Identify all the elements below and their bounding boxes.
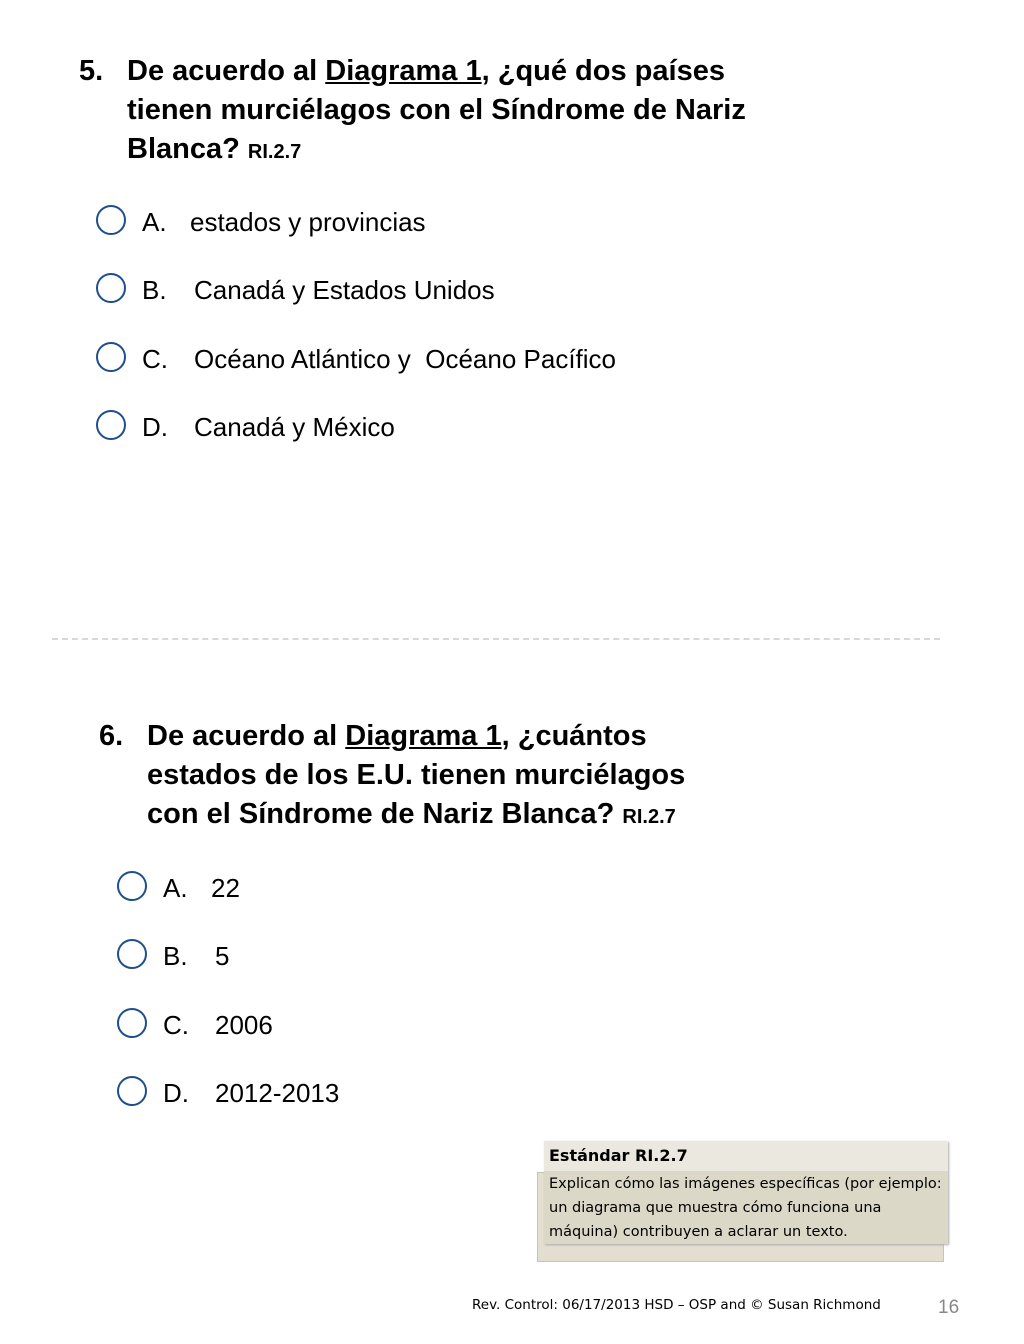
question-text-prefix: De acuerdo al [127, 55, 326, 87]
radio-button[interactable] [117, 939, 147, 969]
option-letter: D. [163, 1077, 189, 1108]
diagram-reference: Diagrama 1 [345, 720, 502, 752]
radio-button[interactable] [96, 273, 126, 303]
option-text: estados y provincias [190, 207, 426, 237]
question-text-line-2: tienen murciélagos con el Síndrome de Nariz [127, 94, 746, 126]
option-letter: A. [163, 873, 188, 903]
radio-button[interactable] [117, 1008, 147, 1038]
question-text: , ¿cuántos [501, 720, 647, 752]
question-number: 6. [99, 720, 124, 752]
standard-code: RI.2.7 [247, 141, 302, 163]
radio-button[interactable] [96, 342, 126, 372]
option-letter: B. [163, 941, 188, 972]
question-6 [99, 717, 799, 837]
page-number: 16 [938, 1297, 960, 1318]
radio-button[interactable] [96, 410, 126, 440]
option-letter: C. [163, 1009, 189, 1040]
option-text: Océano Atlántico y Océano Pacífico [194, 343, 617, 374]
option-text: Canadá y México [194, 411, 395, 442]
option-text: 2006 [215, 1009, 273, 1040]
question-text: , ¿qué dos países [481, 55, 725, 87]
option-text: Canadá y Estados Unidos [194, 275, 495, 306]
option-text: 22 [211, 873, 240, 903]
question-text-line-3: con el Síndrome de Nariz Blanca? [147, 798, 615, 830]
question-text-line-3: Blanca? [127, 133, 240, 165]
option-letter: B. [142, 275, 167, 306]
diagram-reference: Diagrama 1 [325, 55, 482, 87]
footer-revision: Rev. Control: 06/17/2013 HSD – OSP and © Susan Richmond [472, 1297, 881, 1313]
option-letter: C. [142, 343, 168, 374]
question-text-prefix: De acuerdo al [147, 720, 346, 752]
radio-button[interactable] [117, 1076, 147, 1106]
option-letter: D. [142, 411, 168, 442]
option-text: 5 [215, 941, 230, 972]
question-text-line-2: estados de los E.U. tienen murciélagos [147, 759, 686, 791]
standard-title: Estándar RI.2.7 [544, 1141, 948, 1171]
radio-button[interactable] [117, 871, 147, 901]
question-5 [79, 52, 839, 172]
standard-box [544, 1141, 948, 1244]
question-number: 5. [79, 55, 104, 87]
radio-button[interactable] [96, 205, 126, 235]
option-text: 2012-2013 [215, 1077, 340, 1108]
section-divider [52, 638, 940, 640]
standard-code: RI.2.7 [622, 806, 676, 828]
standard-description: Explican cómo las imágenes específicas (por ejemplo: un diagrama que muestra cómo funciona una máquina) contribuyen a aclarar un texto. [549, 1176, 942, 1240]
option-letter: A. [142, 207, 167, 237]
